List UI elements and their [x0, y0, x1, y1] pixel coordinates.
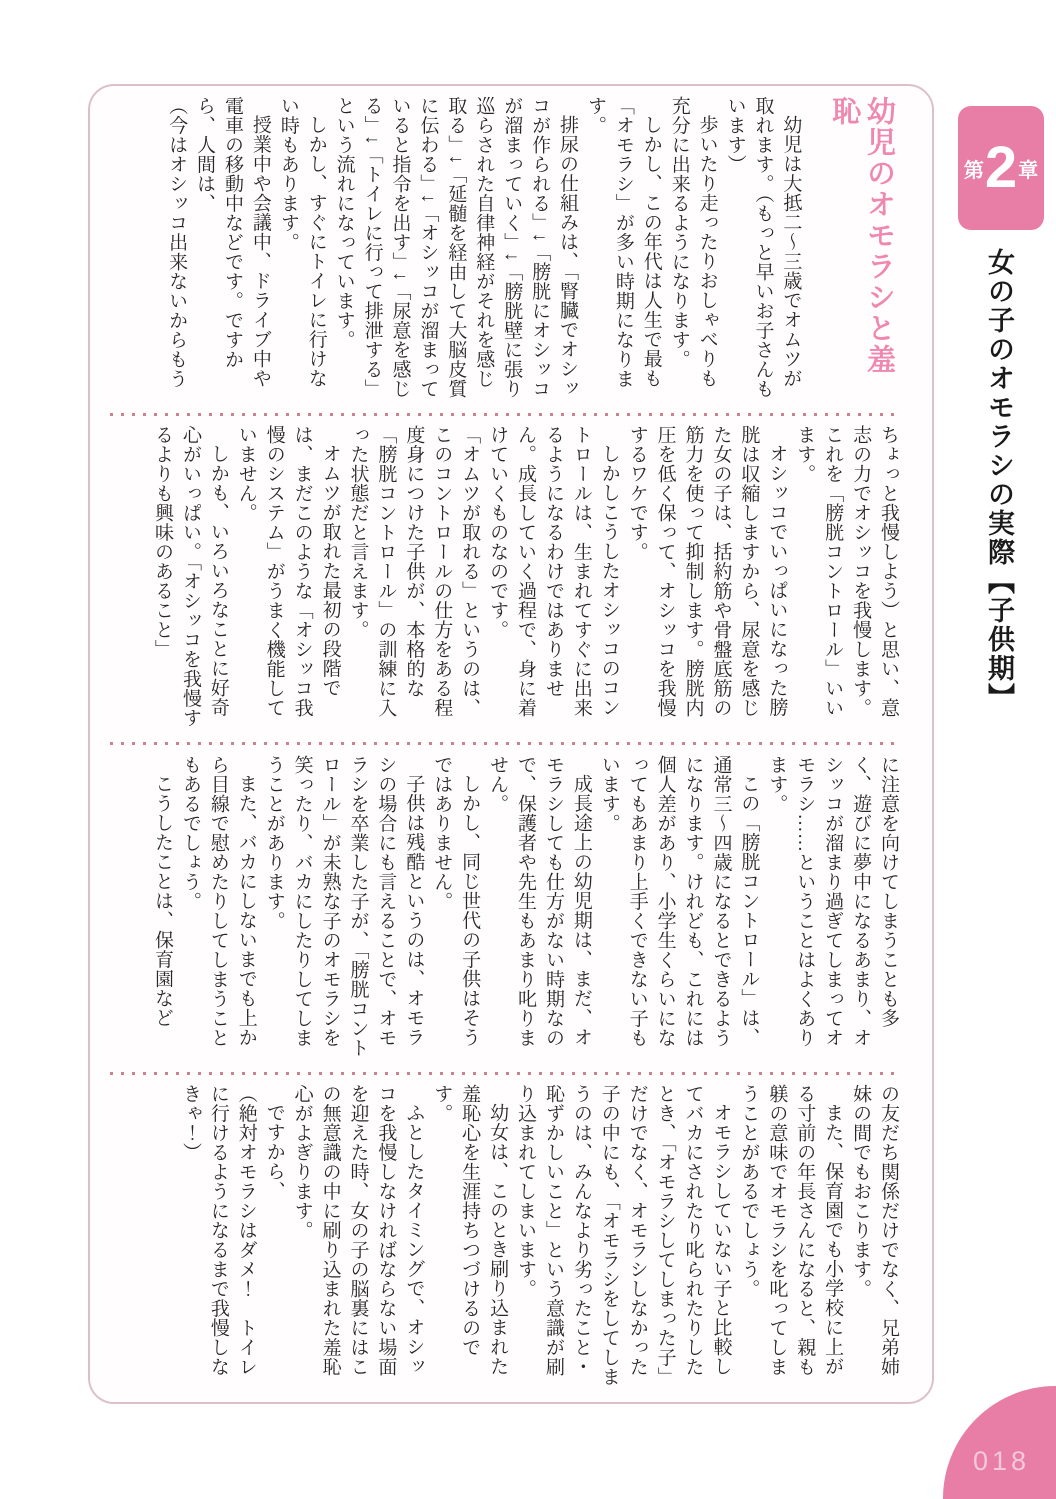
chapter-badge-prefix: 第	[963, 159, 984, 182]
paragraph: （絶対オモラシはダメ！ トイレに行けるようになるまで我慢しなきゃ！）	[179, 1083, 257, 1377]
text-band-3	[104, 755, 902, 1063]
content-card	[88, 84, 934, 1404]
chapter-badge-suffix: 章	[1018, 159, 1039, 182]
text-band-2	[104, 425, 902, 733]
paragraph: の友だち関係だけでなく、兄弟姉妹の間でもおこります。	[850, 1083, 899, 1377]
dotted-separator	[110, 742, 896, 745]
paragraph: しかし、この年代は人生で最も「オモラシ」が多い時期になります。	[584, 96, 662, 389]
paragraph: 歩いたり走ったりおしゃべりも充分に出来るようになります。	[668, 96, 718, 388]
paragraph: オムツが取れた最初の段階では、まだこのような「オシッコ我慢のシステム」がうまく機能していません。	[235, 425, 341, 718]
text-band-4	[104, 1084, 902, 1392]
chapter-title: 女の子のオモラシの実際【子供期】	[984, 248, 1014, 712]
paragraph: ちょっと我慢しよう）と思い、意志の力でオシッコを我慢します。これを「膀胱コントロール」いいます。	[794, 425, 899, 718]
page-corner-decoration	[943, 1386, 1056, 1499]
paragraph: 成長途上の幼児期は、まだ、オモラシしても仕方がない時期なので、保護者や先生もあまり叱りません。	[487, 754, 592, 1048]
page-number: 018	[972, 1446, 1030, 1476]
paragraph: 子供は残酷というのは、オモラシの場合にも言えることで、オモラシを卒業した子が、「膀胱コントロール」が未熟な子のオモラシを笑ったり、バカにしたりしてしまうことがあります。	[263, 754, 425, 1058]
paragraph: （今はオシッコ出来ないからもう	[166, 96, 188, 389]
text-band-1	[104, 96, 902, 404]
paragraph: オシッコでいっぱいになった膀胱は収縮しますから、尿意を感じた女の子は、括約筋や骨盤底筋の筋力を使って抑制します。膀胱内圧を低く保って、オシッコを我慢するワケです。	[626, 425, 788, 718]
paragraph: オモラシしていない子と比較してバカにされたり叱られたりしたとき、「オモラシしてしまった子」だけでなく、オモラシしなかった子の中にも、「オモラシをしてしまうのは、みんなより劣ったこと・恥ずかしいこと」という意識が刷り込まれてしまいます。	[515, 1083, 732, 1387]
paragraph: 「オムツが取れる」というのは、このコントロールの仕方をある程度身につけた子供が、本格的な「膀胱コントロール」の訓練に入った状態だと言えます。	[347, 425, 481, 718]
chapter-badge-number: 2	[984, 135, 1018, 200]
paragraph: この「膀胱コントロール」は、通常三〜四歳になるとできるようになります。けれども、これには個人差があり、小学生くらいになってもあまり上手くできない子もいます。	[598, 754, 760, 1048]
paragraph: こうしたことは、保育園など	[152, 773, 174, 1028]
paragraph: 授業中や会議中、ドライブ中や電車の移動中などです。ですから、人間は、	[194, 96, 271, 388]
paragraph: 排尿の仕組みは、「腎臓でオシッコが作られる」↓「膀胱にオシッコが溜まっていく」↓「膀胱壁に張り巡らされた自律神経がそれを感じ取る」↓「延髄を経由して大脳皮質に伝わる」↓「オシッコが溜まっていると指令を出す」↓「尿意を感じる」↓「トイレに行って排泄する」という流れになっています。	[333, 96, 579, 399]
paragraph: ですから、	[263, 1102, 285, 1201]
section-heading: 幼児のオモラシと羞恥	[828, 96, 895, 375]
paragraph: 幼児は大抵二〜三歳でオムツが取れます。（もっと早いお子さんもいます）	[724, 96, 802, 399]
paragraph: ふとしたタイミングで、オシッコを我慢しなければならない場面を迎えた時、女の子の脳裏にはこの無意識の中に刷り込まれた羞恥心がよぎります。	[291, 1083, 425, 1377]
paragraph: しかしこうしたオシッコのコントロールは、生まれてすぐに出来るようになるわけではありません。成長していく過程で、身に着けていくものなのです。	[487, 425, 620, 718]
chapter-badge	[958, 106, 1044, 230]
dotted-separator	[110, 413, 896, 416]
dotted-separator	[110, 1072, 896, 1075]
paragraph: しかし、すぐにトイレに行けない時もあります。	[277, 96, 327, 388]
paragraph: しかし、同じ世代の子供はそうではありません。	[431, 754, 481, 1047]
paragraph: しかも、いろいろなことに好奇心がいっぱい。「オシッコを我慢するよりも興味のあること」	[152, 425, 229, 728]
paragraph: また、バカにしないまでも上から目線で慰めたりしてしまうこともあるでしょう。	[179, 754, 257, 1048]
paragraph: に注意を向けてしまうことも多く、遊びに夢中になるあまり、オシッコが溜まり過ぎてしまってオモラシ……ということはよくあります。	[766, 754, 899, 1048]
paragraph: また、保育園でも小学校に上がる寸前の年長さんになると、親も躾の意味でオモラシを叱ってしまうことがあるでしょう。	[738, 1083, 844, 1377]
paragraph: 幼女は、このとき刷り込まれた羞恥心を生涯持ちつづけるのです。	[431, 1083, 509, 1376]
